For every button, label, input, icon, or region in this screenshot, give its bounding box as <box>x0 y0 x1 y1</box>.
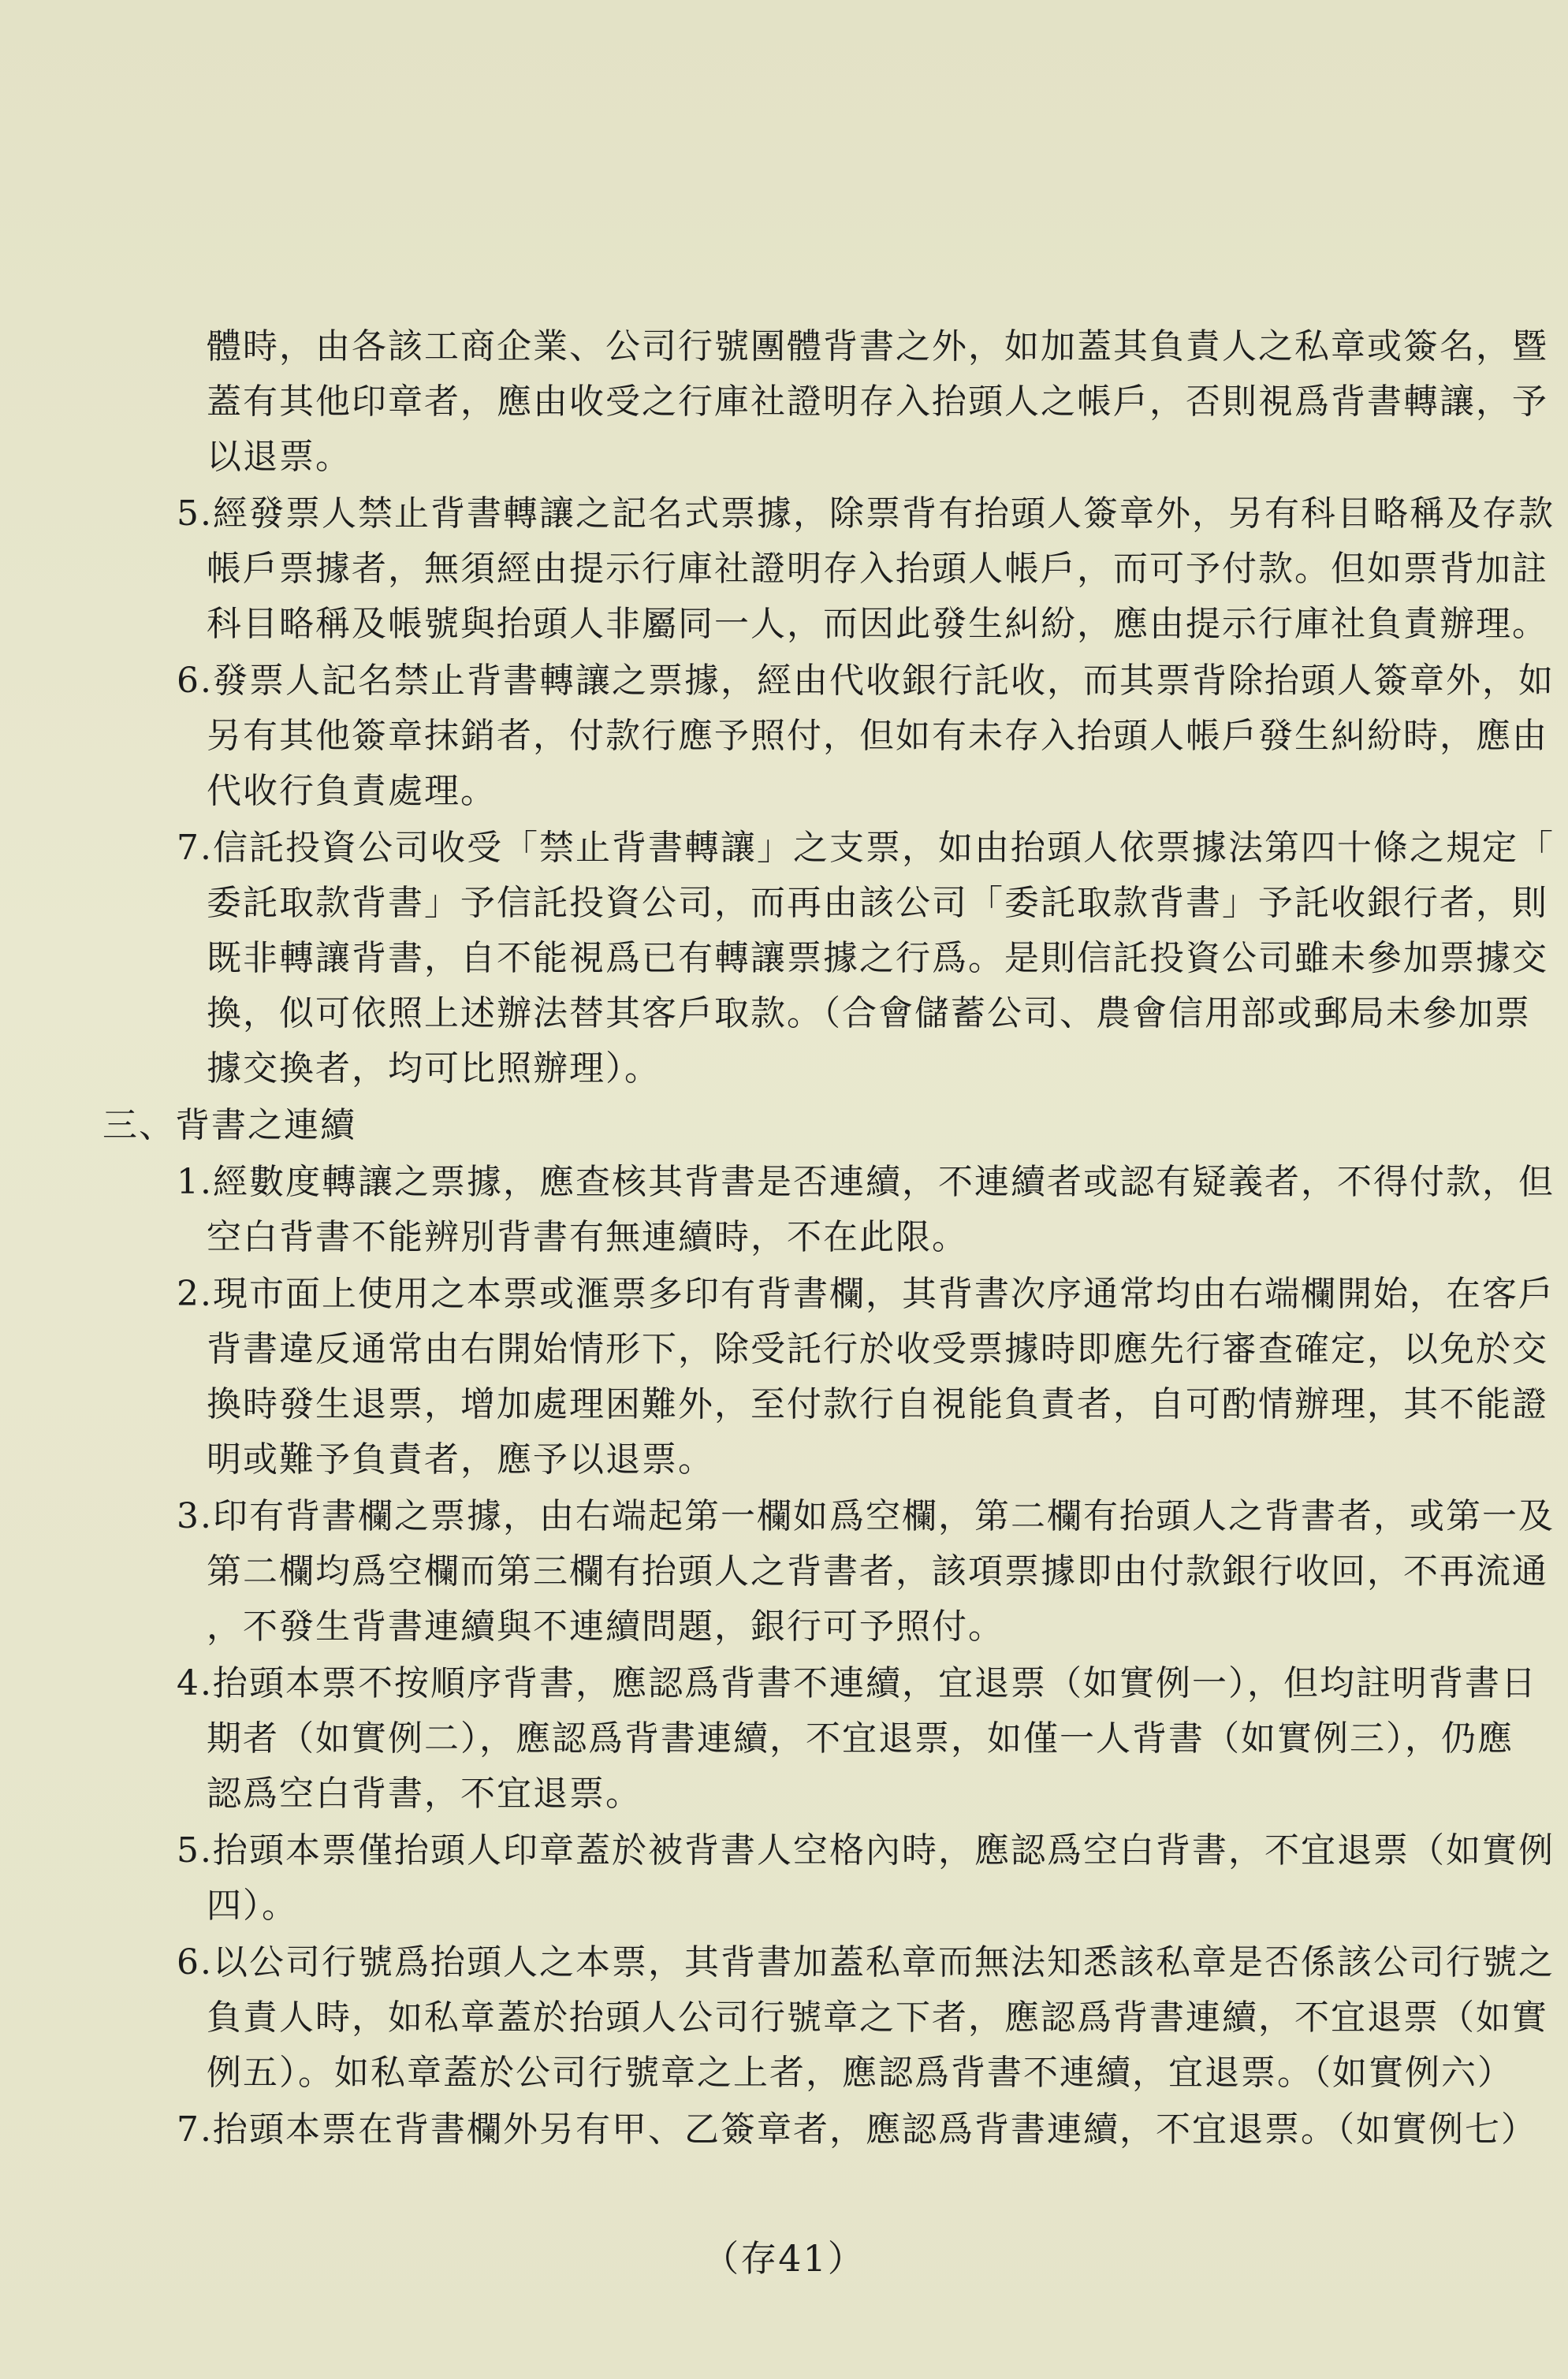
text-line: 以退票。 <box>207 437 352 477</box>
text-line: 1.經數度轉讓之票據，應查核其背書是否連續，不連續者或認有疑義者，不得付款，但 <box>177 1162 1555 1202</box>
text-line: 負責人時，如私章蓋於抬頭人公司行號章之下者，應認爲背書連續，不宜退票（如實 <box>207 1997 1548 2038</box>
text-line: 三、背書之連續 <box>102 1105 356 1145</box>
text-line: 據交換者，均可比照辦理）。 <box>207 1048 661 1089</box>
paragraph <box>102 1935 1555 2101</box>
paragraph <box>102 1267 1555 1487</box>
text-line: 7.信託投資公司收受「禁止背書轉讓」之支票，如由抬頭人依票據法第四十條之規定「 <box>177 828 1555 868</box>
text-line: 既非轉讓背書，自不能視爲已有轉讓票據之行爲。是則信託投資公司雖未參加票據交 <box>207 938 1548 978</box>
paragraph <box>102 1155 1555 1265</box>
text-line: 四）。 <box>207 1886 298 1926</box>
text-line: 代收行負責處理。 <box>207 771 497 811</box>
paragraph <box>102 653 1555 819</box>
text-line: 體時，由各該工商企業、公司行號團體背書之外，如加蓋其負責人之私章或簽名，暨 <box>207 326 1548 367</box>
text-line: 換時發生退票，增加處理困難外，至付款行自視能負責者，自可酌情辦理，其不能證 <box>207 1384 1548 1424</box>
text-line: 明或難予負責者，應予以退票。 <box>207 1439 714 1480</box>
paragraph <box>102 2102 1537 2157</box>
text-line: 2.現市面上使用之本票或滙票多印有背書欄，其背書次序通常均由右端欄開始，在客戶 <box>177 1274 1555 1314</box>
text-line: 5.經發票人禁止背書轉讓之記名式票據，除票背有抬頭人簽章外，另有科目略稱及存款 <box>177 493 1555 534</box>
text-line: 委託取款背書」予信託投資公司，而再由該公司「委託取款背書」予託收銀行者，則 <box>207 883 1548 923</box>
text-line: 3.印有背書欄之票據，由右端起第一欄如爲空欄，第二欄有抬頭人之背書者，或第一及 <box>177 1496 1555 1536</box>
text-line: 期者（如實例二），應認爲背書連續，不宜退票，如僅一人背書（如實例三），仍應 <box>207 1718 1514 1759</box>
paragraph <box>102 1823 1555 1934</box>
paragraph <box>102 1489 1555 1655</box>
text-line: 第二欄均爲空欄而第三欄有抬頭人之背書者，該項票據即由付款銀行收回，不再流通 <box>207 1551 1548 1592</box>
text-line: 帳戶票據者，無須經由提示行庫社證明存入抬頭人帳戶，而可予付款。但如票背加註 <box>207 549 1548 589</box>
text-line: 7.抬頭本票在背書欄外另有甲、乙簽章者，應認爲背書連續，不宜退票。（如實例七） <box>177 2109 1537 2150</box>
text-line: 空白背書不能辨別背書有無連續時，不在此限。 <box>207 1217 968 1257</box>
text-line: 另有其他簽章抹銷者，付款行應予照付，但如有未存入抬頭人帳戶發生糾紛時，應由 <box>207 716 1548 756</box>
text-line: 6.發票人記名禁止背書轉讓之票據，經由代收銀行託收，而其票背除抬頭人簽章外，如 <box>177 661 1555 701</box>
text-line: 科目略稱及帳號與抬頭人非屬同一人，而因此發生糾紛，應由提示行庫社負責辦理。 <box>207 604 1548 644</box>
paragraph <box>102 319 1548 485</box>
paragraph <box>102 486 1555 652</box>
text-line: 背書違反通常由右開始情形下，除受託行於收受票據時即應先行審查確定，以免於交 <box>207 1329 1548 1369</box>
text-line: 6.以公司行號爲抬頭人之本票，其背書加蓋私章而無法知悉該私章是否係該公司行號之 <box>177 1942 1555 1982</box>
paragraph <box>102 1656 1537 1822</box>
text-line: 5.抬頭本票僅抬頭人印章蓋於被背書人空格內時，應認爲空白背書，不宜退票（如實例 <box>177 1830 1555 1871</box>
text-line: 蓋有其他印章者，應由收受之行庫社證明存入抬頭人之帳戶，否則視爲背書轉讓，予 <box>207 382 1548 422</box>
text-line: 4.抬頭本票不按順序背書，應認爲背書不連續，宜退票（如實例一），但均註明背書日 <box>177 1663 1537 1703</box>
paragraph <box>102 821 1555 1096</box>
section-heading <box>102 1098 1427 1153</box>
document-body <box>102 319 1555 2159</box>
page-number: （存41） <box>702 2237 866 2280</box>
text-line: 認爲空白背書，不宜退票。 <box>207 1774 642 1814</box>
text-line: 換，似可依照上述辦法替其客戶取款。（合會儲蓄公司、農會信用部或郵局未參加票 <box>207 993 1531 1033</box>
text-line: 例五）。如私章蓋於公司行號章之上者，應認爲背書不連續，宜退票。（如實例六） <box>207 2053 1514 2093</box>
text-line: ，不發生背書連續與不連續問題，銀行可予照付。 <box>207 1606 1004 1647</box>
